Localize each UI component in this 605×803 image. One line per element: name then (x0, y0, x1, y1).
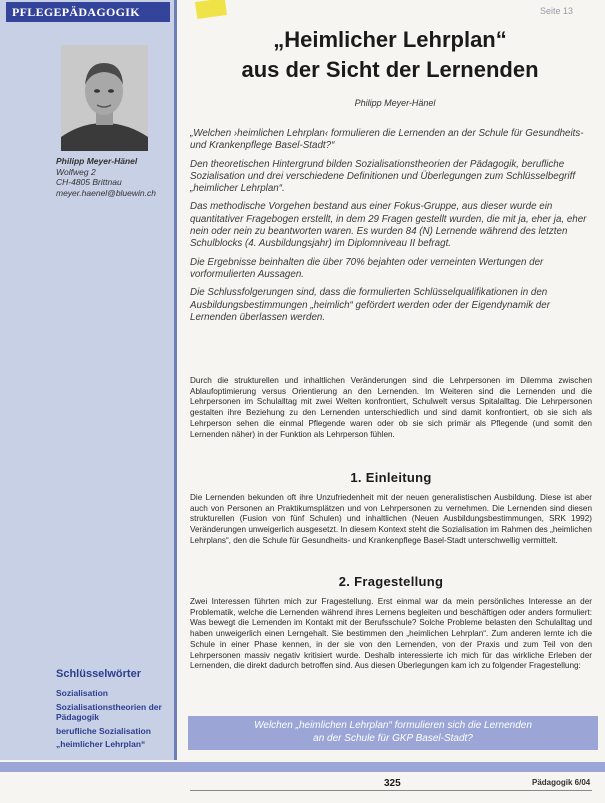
title-line-2: aus der Sicht der Lernenden (241, 57, 539, 82)
footer-bar (0, 762, 605, 772)
abstract-paragraph: Den theoretischen Hintergrund bilden Sozialisationstheorien der Pädagogik, berufliche Sozialisation und drei verschiedene Definitionen und Überlegungen zum Schlüsselbegriff „heimlicher Lehrplan“. (190, 158, 576, 195)
section-2-paragraph: Zwei Interessen führten mich zur Fragestellung. Erst einmal war da mein persönliches Interesse an der Problematik, welche die Lernenden während ihres Lernens begleiten und beschäftigen oder anders formuliert: Was bewegt die Lernenden im Kontakt mit der Berufsschule? Solche Probleme belasten den Schulalltag und haben unweigerlich einen Lerngehalt. Sie bestimmen den „heimlichen Lehrplan“. Zum anderen lernte ich die Schule in einer Phase kennen, in der sie von den Lernenden, von der Praxis und zum Teil von den Lehrpersonen massiv negativ kritisiert wurde. Deshalb interessierte ich mich für das wirkliche Erleben der Lernenden, die direkt dadurch betroffen sind. Aus diesen Überlegungen kam ich zu folgender Fragestellung: (190, 597, 592, 671)
author-info (56, 156, 171, 198)
abstract (190, 128, 592, 330)
author-city: CH-4805 Brittnau (56, 177, 122, 187)
section-heading-1: 1. Einleitung (350, 470, 432, 485)
section-1-paragraph: Die Lernenden bekunden oft ihre Unzufriedenheit mit der neuen generalistischen Ausbildung. Diese ist aber auch von Personen an Praktikumsplätzen und von Lehrpersonen zu vernehmen. Die Lernenden sind diesen strukturellen (Fusion von fünf Schulen) und inhaltlichen (Neuen Ausbildungsbestimmungen, SRK 1992) Veränderungen unweigerlich ausgesetzt. In diesem Kontext steht die Sozialisation im Rahmen des „heimlichen Lehrplans“, den die Schule für Gesundheits- und Krankenpflege Basel-Stadt unterschwellig vermittelt. (190, 493, 592, 545)
page-number: 325 (384, 778, 401, 789)
author-name: Philipp Meyer-Hänel (56, 156, 138, 166)
keyword-item: Sozialisationstheorien der Pädagogik (56, 701, 162, 722)
abstract-paragraph: Das methodische Vorgehen bestand aus einer Fokus-Gruppe, aus dieser wurde ein quantitativer Fragebogen erstellt, in dem 29 Fragen gestellt wurden, die mit ja, eher ja, eher nein oder nein zu beantworten waren. Es wurden 84 (N) Lernende während des letzten Schulblocks (4. Ausbildungsjahr) im Diplomniveau II befragt. (190, 201, 587, 250)
keyword-item: berufliche Sozialisation (56, 725, 151, 736)
section-label: PFLEGEPÄDAGOGIK (6, 2, 170, 22)
top-page-ref: Seite 13 (540, 6, 574, 16)
section-1-text (190, 493, 592, 547)
abstract-paragraph: „Welchen ›heimlichen Lehrplan‹ formulieren die Lernenden an der Schule für Gesundheits- und Krankenpflege Basel-Stadt?“ (190, 128, 584, 152)
quote-line-2: an der Schule für GKP Basel-Stadt? (313, 732, 473, 744)
article-byline: Philipp Meyer-Hänel (354, 98, 436, 108)
research-question-box (188, 716, 598, 750)
author-street: Wolfweg 2 (56, 166, 96, 177)
abstract-paragraph: Die Ergebnisse beinhalten die über 70% bejahten oder verneinten Wertungen der vorformulierten Aussagen. (190, 256, 544, 280)
intro-paragraph: Durch die strukturellen und inhaltlichen Veränderungen sind die Lehrpersonen im Dilemma zwischen Ablaufoptimierung versus Orientierung an den Lernenden. Im Weiteren sind die Lernenden und die Lehrpersonen im Schulalltag mit zwei Welten konfrontiert, Schulwelt versus Spitalalltag. Die Lehrpersonen gestalten ihre Beziehung zu den Lernenden unterschiedlich und sind damit konfrontiert, ob sie sich als Lehrperson sehen die einmal Pflegende waren oder ob sie sich primär als Pflegende (und somit den Lernenden näher) in der Funktion als Lehrperson fühlen. (190, 376, 592, 439)
keywords-box (56, 668, 174, 753)
issue-label: Pädagogik 6/04 (532, 778, 591, 787)
abstract-paragraph: Die Schlussfolgerungen sind, dass die formulierten Schlüsselqualifikationen in den Ausbildungsbestimmungen „heimlich“ gefördert werden oder der Eigendynamik der Lernenden überlassen werden. (190, 287, 550, 323)
sticky-note (195, 0, 227, 19)
section-heading-2: 2. Fragestellung (338, 574, 444, 589)
quote-line-1: Welchen „heimlichen Lehrplan“ formulieren sich die Lernenden (254, 720, 532, 731)
keyword-item: Sozialisation (56, 688, 108, 698)
section-2-text (190, 597, 592, 672)
title-line-1: „Heimlicher Lehrplan“ (273, 27, 507, 52)
intro-text (190, 376, 592, 440)
author-email[interactable]: meyer.haenel@bluewin.ch (56, 187, 156, 198)
author-photo (61, 45, 148, 151)
sidebar-divider (174, 0, 177, 760)
keyword-item: „heimlicher Lehrplan“ (56, 739, 146, 749)
keywords-title: Schlüsselwörter (56, 668, 141, 680)
footer-rule (190, 790, 592, 791)
article-title (185, 25, 595, 85)
